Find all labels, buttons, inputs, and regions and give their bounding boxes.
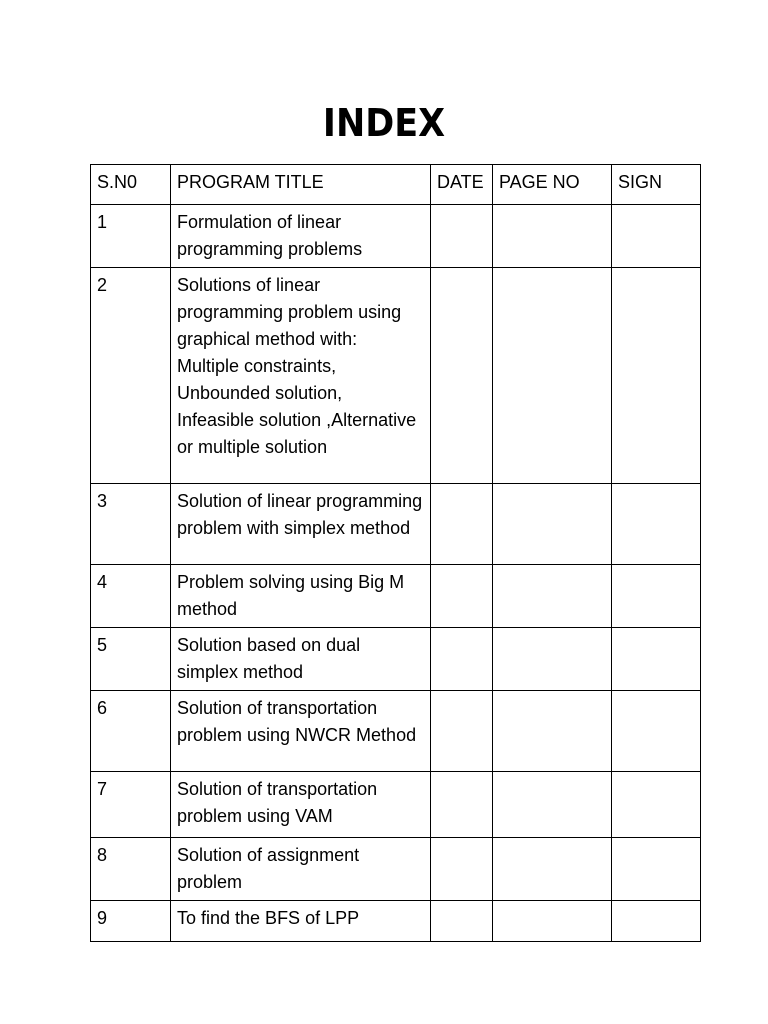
column-header-title: PROGRAM TITLE [171,165,431,205]
sign-cell [612,484,701,565]
sign-cell [612,565,701,628]
table-header-row [91,165,701,205]
sno-cell: 9 [91,901,171,942]
table-row [91,268,701,484]
column-header-date: DATE [431,165,493,205]
sign-cell [612,838,701,901]
date-cell [431,901,493,942]
program-title-cell: Solution of transportation problem using VAM [171,772,431,838]
program-title-cell: Solution of linear programming problem with simplex method [171,484,431,565]
sign-cell [612,772,701,838]
sign-cell [612,628,701,691]
table-row [91,691,701,772]
table-row [91,838,701,901]
table-row [91,901,701,942]
sno-cell: 3 [91,484,171,565]
page-no-cell [493,628,612,691]
sno-cell: 1 [91,205,171,268]
table-row [91,565,701,628]
program-title-cell: Problem solving using Big M method [171,565,431,628]
program-title-cell: Formulation of linear programming problems [171,205,431,268]
table-row [91,205,701,268]
sign-cell [612,268,701,484]
date-cell [431,484,493,565]
page-no-cell [493,691,612,772]
sno-cell: 7 [91,772,171,838]
page-no-cell [493,772,612,838]
date-cell [431,268,493,484]
sno-cell: 6 [91,691,171,772]
date-cell [431,838,493,901]
index-table [90,164,701,942]
page-no-cell [493,484,612,565]
page-title: INDEX [322,101,446,145]
column-header-sign: SIGN [612,165,701,205]
sno-cell: 4 [91,565,171,628]
sno-cell: 5 [91,628,171,691]
date-cell [431,772,493,838]
table-row [91,772,701,838]
table-row [91,484,701,565]
page-no-cell [493,838,612,901]
program-title-cell: Solution of assignment problem [171,838,431,901]
date-cell [431,628,493,691]
page-no-cell [493,901,612,942]
page-no-cell [493,268,612,484]
sign-cell [612,205,701,268]
page-no-cell [493,565,612,628]
program-title-cell: To find the BFS of LPP [171,901,431,942]
column-header-page-no: PAGE NO [493,165,612,205]
sign-cell [612,901,701,942]
sno-cell: 2 [91,268,171,484]
sno-cell: 8 [91,838,171,901]
program-title-cell: Solutions of linear programming problem using graphical method with: Multiple constraints, Unbounded solution, Infeasible solution ,Alternative or multiple solution [171,268,431,484]
date-cell [431,565,493,628]
column-header-sno: S.N0 [91,165,171,205]
program-title-cell: Solution based on dual simplex method [171,628,431,691]
date-cell [431,205,493,268]
sign-cell [612,691,701,772]
page-no-cell [493,205,612,268]
program-title-cell: Solution of transportation problem using NWCR Method [171,691,431,772]
date-cell [431,691,493,772]
table-row [91,628,701,691]
